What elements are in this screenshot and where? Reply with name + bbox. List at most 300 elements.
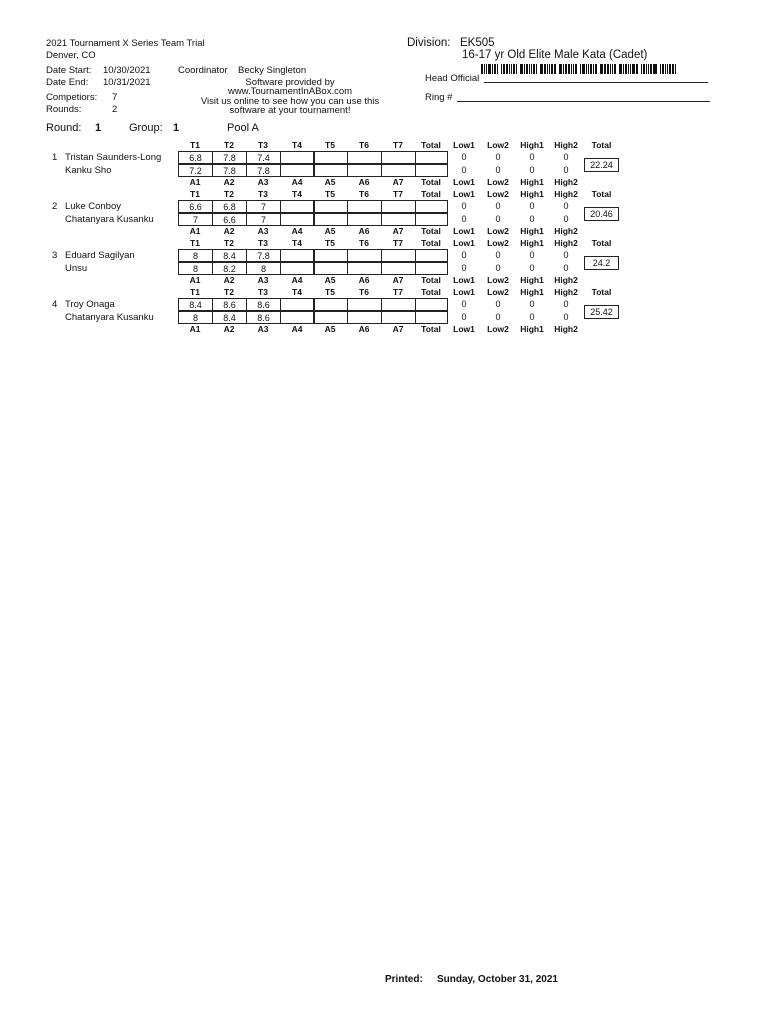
header-a4: A4 [291, 226, 303, 236]
score-cell [313, 249, 348, 262]
event-title: 2021 Tournament X Series Team Trial [46, 38, 205, 49]
competitor-name: Eduard Sagilyan [65, 250, 135, 261]
header-t6: T6 [359, 140, 369, 150]
header-t7: T7 [393, 287, 403, 297]
barcode-bar [582, 64, 585, 74]
low-high-value: 0 [495, 201, 501, 211]
ring-line [457, 101, 710, 102]
header-t1: T1 [190, 287, 200, 297]
header-a3: A3 [257, 226, 269, 236]
score-cell [280, 213, 315, 226]
competitor-number: 1 [52, 152, 58, 163]
barcode-bar [675, 64, 676, 74]
barcode-bar [549, 64, 550, 74]
group-value: 1 [173, 122, 180, 134]
header-a2: A2 [223, 324, 235, 334]
header-high1: High1 [520, 287, 544, 297]
score-cell [381, 298, 416, 311]
low-high-value: 0 [461, 312, 467, 322]
score-cell [381, 262, 416, 275]
barcode-bar [650, 64, 652, 74]
row-total-cell [415, 200, 448, 213]
row-total-cell [415, 262, 448, 275]
barcode-bar [607, 64, 609, 74]
header-low1: Low1 [453, 324, 475, 334]
score-cell [381, 249, 416, 262]
barcode-bar [547, 64, 548, 74]
barcode-bar [531, 64, 532, 74]
score-cell: 8.6 [212, 298, 247, 311]
final-total: 20.46 [584, 207, 619, 221]
low-high-value: 0 [461, 152, 467, 162]
header-total: Total [591, 238, 612, 248]
row-total-cell [415, 249, 448, 262]
low-high-value: 0 [495, 263, 501, 273]
barcode-bar [614, 64, 616, 74]
header-t3: T3 [258, 140, 268, 150]
low-high-value: 0 [563, 263, 569, 273]
barcode-bar [513, 64, 515, 74]
header-a7: A7 [392, 177, 404, 187]
header-t1: T1 [190, 238, 200, 248]
low-high-value: 0 [461, 214, 467, 224]
barcode-bar [494, 64, 496, 74]
barcode-bar [544, 64, 546, 74]
header-low1: Low1 [453, 275, 475, 285]
barcode-bar [580, 64, 581, 74]
barcode-bar [630, 64, 631, 74]
header-t5: T5 [325, 189, 335, 199]
score-cell [381, 151, 416, 164]
score-cell [313, 213, 348, 226]
barcode-bar [595, 64, 597, 74]
barcode-bar [665, 64, 666, 74]
header-low2: Low2 [487, 140, 509, 150]
score-cell [347, 311, 382, 324]
header-a7: A7 [392, 275, 404, 285]
header-low1: Low1 [453, 140, 475, 150]
header-high1: High1 [520, 140, 544, 150]
barcode-bar [660, 64, 661, 74]
header-low1: Low1 [453, 238, 475, 248]
low-high-value: 0 [563, 312, 569, 322]
header-low1: Low1 [453, 287, 475, 297]
header-a4: A4 [291, 324, 303, 334]
score-cell [347, 200, 382, 213]
header-t3: T3 [258, 238, 268, 248]
header-a1: A1 [189, 275, 201, 285]
header-total: Total [421, 238, 441, 248]
score-cell [381, 200, 416, 213]
competitor-number: 2 [52, 201, 58, 212]
score-cell: 6.8 [178, 151, 213, 164]
header-total: Total [591, 189, 612, 199]
barcode-bar [481, 64, 483, 74]
barcode-bar [672, 64, 674, 74]
low-high-value: 0 [529, 299, 535, 309]
barcode-bar [488, 64, 491, 74]
barcode-bar [536, 64, 537, 74]
barcode-bar [563, 64, 564, 74]
score-cell [280, 311, 315, 324]
score-cell [347, 262, 382, 275]
header-a4: A4 [291, 177, 303, 187]
barcode-bar [559, 64, 562, 74]
score-cell: 7.8 [246, 164, 281, 177]
header-total: Total [421, 275, 441, 285]
barcode-bar [575, 64, 577, 74]
header-t4: T4 [292, 287, 302, 297]
barcode-bar [516, 64, 517, 74]
barcode-bar [484, 64, 485, 74]
barcode-bar [593, 64, 594, 74]
score-cell [280, 298, 315, 311]
printed-label: Printed: [385, 974, 423, 985]
header-a3: A3 [257, 275, 269, 285]
final-total: 22.24 [584, 158, 619, 172]
header-t5: T5 [325, 140, 335, 150]
ring-label: Ring # [425, 92, 453, 103]
barcode-bar [667, 64, 668, 74]
header-total: Total [421, 226, 441, 236]
header-high2: High2 [554, 275, 578, 285]
barcode-bar [540, 64, 543, 74]
barcode-bar [590, 64, 592, 74]
competitor-name: Luke Conboy [65, 201, 121, 212]
barcode-bar [643, 64, 645, 74]
low-high-value: 0 [529, 165, 535, 175]
header-total: Total [421, 324, 441, 334]
software-line-1: Software provided by [245, 77, 335, 88]
header-a5: A5 [324, 177, 336, 187]
low-high-value: 0 [461, 201, 467, 211]
printed-date: Sunday, October 31, 2021 [437, 974, 558, 985]
score-cell [347, 164, 382, 177]
score-cell: 8.6 [246, 298, 281, 311]
row-total-cell [415, 213, 448, 226]
header-t3: T3 [258, 189, 268, 199]
score-cell [313, 151, 348, 164]
score-cell [280, 151, 315, 164]
header-t4: T4 [292, 238, 302, 248]
header-high2: High2 [554, 226, 578, 236]
barcode-bar [503, 64, 505, 74]
header-low2: Low2 [487, 324, 509, 334]
barcode-bar [641, 64, 642, 74]
score-cell [313, 311, 348, 324]
header-a7: A7 [392, 324, 404, 334]
header-t6: T6 [359, 238, 369, 248]
software-line-4: software at your tournament! [229, 105, 351, 116]
row-total-cell [415, 151, 448, 164]
score-cell [381, 213, 416, 226]
low-high-value: 0 [529, 152, 535, 162]
software-line-3: Visit us online to see how you can use this [200, 96, 380, 107]
header-high2: High2 [554, 177, 578, 187]
competitor-number: 4 [52, 299, 58, 310]
head-official-line [484, 82, 708, 83]
barcode-bar [588, 64, 589, 74]
score-cell: 8 [246, 262, 281, 275]
barcode-bar [520, 64, 523, 74]
header-a6: A6 [358, 177, 370, 187]
header-a5: A5 [324, 324, 336, 334]
barcode-bar [628, 64, 629, 74]
barcode-bar [555, 64, 556, 74]
score-cell [313, 164, 348, 177]
score-cell: 6.6 [178, 200, 213, 213]
competitors-value: 7 [112, 92, 118, 103]
header-total: Total [421, 177, 441, 187]
header-low1: Low1 [453, 189, 475, 199]
score-cell: 7 [246, 200, 281, 213]
barcode-bar [625, 64, 627, 74]
low-high-value: 0 [461, 263, 467, 273]
header-t2: T2 [224, 287, 234, 297]
row-total-cell [415, 311, 448, 324]
competitor-kata: Chatanyara Kusanku [65, 214, 154, 225]
score-cell: 8.4 [212, 311, 247, 324]
barcode-bar [529, 64, 530, 74]
barcode-bar [526, 64, 528, 74]
header-t2: T2 [224, 189, 234, 199]
low-high-value: 0 [529, 214, 535, 224]
score-cell [347, 213, 382, 226]
header-a2: A2 [223, 226, 235, 236]
low-high-value: 0 [495, 312, 501, 322]
header-high2: High2 [554, 287, 578, 297]
low-high-value: 0 [495, 165, 501, 175]
header-low1: Low1 [453, 177, 475, 187]
row-total-cell [415, 164, 448, 177]
header-total: Total [421, 287, 441, 297]
barcode-bar [573, 64, 574, 74]
header-a1: A1 [189, 177, 201, 187]
low-high-value: 0 [563, 152, 569, 162]
score-cell [280, 262, 315, 275]
low-high-value: 0 [563, 299, 569, 309]
barcode-bar [492, 64, 493, 74]
header-high2: High2 [554, 238, 578, 248]
score-cell: 7 [178, 213, 213, 226]
low-high-value: 0 [529, 250, 535, 260]
header-a5: A5 [324, 226, 336, 236]
barcode-bar [654, 64, 657, 74]
low-high-value: 0 [461, 299, 467, 309]
date-end-label: Date End: [46, 77, 89, 88]
score-cell [347, 151, 382, 164]
low-high-value: 0 [461, 250, 467, 260]
score-cell [381, 164, 416, 177]
header-low2: Low2 [487, 189, 509, 199]
rounds-label: Rounds: [46, 104, 82, 115]
header-a3: A3 [257, 324, 269, 334]
score-cell [347, 298, 382, 311]
header-high1: High1 [520, 275, 544, 285]
competitor-kata: Unsu [65, 263, 88, 274]
barcode-bar [486, 64, 487, 74]
competitor-kata: Chatanyara Kusanku [65, 312, 154, 323]
competitor-name: Troy Onaga [65, 299, 115, 310]
header-high2: High2 [554, 189, 578, 199]
event-location: Denver, CO [46, 50, 96, 61]
header-t5: T5 [325, 287, 335, 297]
pool-label: Pool A [227, 122, 259, 134]
header-t6: T6 [359, 287, 369, 297]
score-cell [313, 200, 348, 213]
low-high-value: 0 [529, 201, 535, 211]
low-high-value: 0 [563, 250, 569, 260]
score-cell: 7 [246, 213, 281, 226]
header-low2: Low2 [487, 238, 509, 248]
header-high2: High2 [554, 140, 578, 150]
header-high1: High1 [520, 238, 544, 248]
competitor-name: Tristan Saunders-Long [65, 152, 162, 163]
header-t7: T7 [393, 140, 403, 150]
barcode-bar [497, 64, 498, 74]
low-high-value: 0 [563, 201, 569, 211]
score-cell: 6.6 [212, 213, 247, 226]
low-high-value: 0 [563, 165, 569, 175]
low-high-value: 0 [461, 165, 467, 175]
coordinator-label: Coordinator [178, 65, 228, 76]
header-low1: Low1 [453, 226, 475, 236]
round-value: 1 [95, 122, 102, 134]
barcode-bar [636, 64, 638, 74]
score-cell [381, 311, 416, 324]
header-low2: Low2 [487, 177, 509, 187]
barcode-bar [565, 64, 567, 74]
barcode-bar [619, 64, 622, 74]
barcode-bar [604, 64, 605, 74]
software-line-2: www.TournamentInABox.com [227, 86, 353, 97]
header-a5: A5 [324, 275, 336, 285]
division-label: Division: [407, 37, 451, 49]
score-cell: 8 [178, 249, 213, 262]
header-a3: A3 [257, 177, 269, 187]
barcode-bar [501, 64, 502, 74]
header-t4: T4 [292, 140, 302, 150]
score-cell: 7.8 [212, 164, 247, 177]
barcode-bar [610, 64, 611, 74]
low-high-value: 0 [495, 250, 501, 260]
low-high-value: 0 [529, 312, 535, 322]
low-high-value: 0 [495, 152, 501, 162]
barcode-bar [662, 64, 664, 74]
header-t7: T7 [393, 189, 403, 199]
barcode-bar [600, 64, 603, 74]
low-high-value: 0 [495, 214, 501, 224]
header-t4: T4 [292, 189, 302, 199]
score-cell [347, 249, 382, 262]
barcode-bar [506, 64, 509, 74]
date-end-value: 10/31/2021 [103, 77, 151, 88]
score-cell: 8.4 [178, 298, 213, 311]
header-t1: T1 [190, 189, 200, 199]
final-total: 24.2 [584, 256, 619, 270]
header-a6: A6 [358, 226, 370, 236]
competitor-number: 3 [52, 250, 58, 261]
header-t3: T3 [258, 287, 268, 297]
barcode-bar [605, 64, 606, 74]
score-cell [313, 298, 348, 311]
score-cell: 8.4 [212, 249, 247, 262]
competitor-kata: Kanku Sho [65, 165, 112, 176]
header-a7: A7 [392, 226, 404, 236]
date-start-value: 10/30/2021 [103, 65, 151, 76]
score-cell: 6.8 [212, 200, 247, 213]
barcode-bar [612, 64, 613, 74]
header-t5: T5 [325, 238, 335, 248]
barcode [481, 64, 679, 74]
header-low2: Low2 [487, 226, 509, 236]
header-total: Total [421, 140, 441, 150]
barcode-bar [623, 64, 624, 74]
score-cell [280, 249, 315, 262]
score-cell: 8.6 [246, 311, 281, 324]
barcode-bar [533, 64, 535, 74]
header-high1: High1 [520, 189, 544, 199]
header-total: Total [591, 140, 612, 150]
barcode-bar [586, 64, 587, 74]
score-cell [313, 262, 348, 275]
barcode-bar [509, 64, 510, 74]
header-a6: A6 [358, 324, 370, 334]
score-cell: 8 [178, 262, 213, 275]
barcode-bar [646, 64, 647, 74]
header-t1: T1 [190, 140, 200, 150]
header-low2: Low2 [487, 287, 509, 297]
score-cell: 7.8 [246, 249, 281, 262]
division-code: EK505 [460, 37, 495, 49]
header-high1: High1 [520, 177, 544, 187]
final-total: 25.42 [584, 305, 619, 319]
header-a2: A2 [223, 177, 235, 187]
coordinator-name: Becky Singleton [238, 65, 307, 76]
rounds-value: 2 [112, 104, 118, 115]
barcode-bar [669, 64, 671, 74]
barcode-bar [648, 64, 649, 74]
header-t6: T6 [359, 189, 369, 199]
header-a2: A2 [223, 275, 235, 285]
header-t7: T7 [393, 238, 403, 248]
header-low2: Low2 [487, 275, 509, 285]
division-name: 16-17 yr Old Elite Male Kata (Cadet) [462, 49, 648, 61]
low-high-value: 0 [495, 299, 501, 309]
header-t2: T2 [224, 238, 234, 248]
score-cell: 7.8 [212, 151, 247, 164]
low-high-value: 0 [563, 214, 569, 224]
barcode-bar [571, 64, 572, 74]
round-label: Round: [46, 122, 82, 134]
score-cell [280, 164, 315, 177]
score-cell: 8 [178, 311, 213, 324]
head-official-label: Head Official [425, 73, 480, 84]
date-start-label: Date Start: [46, 65, 92, 76]
barcode-bar [653, 64, 654, 74]
barcode-bar [511, 64, 512, 74]
score-cell: 8.2 [212, 262, 247, 275]
header-high1: High1 [520, 324, 544, 334]
row-total-cell [415, 298, 448, 311]
score-cell: 7.4 [246, 151, 281, 164]
low-high-value: 0 [529, 263, 535, 273]
header-high1: High1 [520, 226, 544, 236]
header-high2: High2 [554, 324, 578, 334]
header-a4: A4 [291, 275, 303, 285]
score-cell [280, 200, 315, 213]
barcode-bar [632, 64, 635, 74]
